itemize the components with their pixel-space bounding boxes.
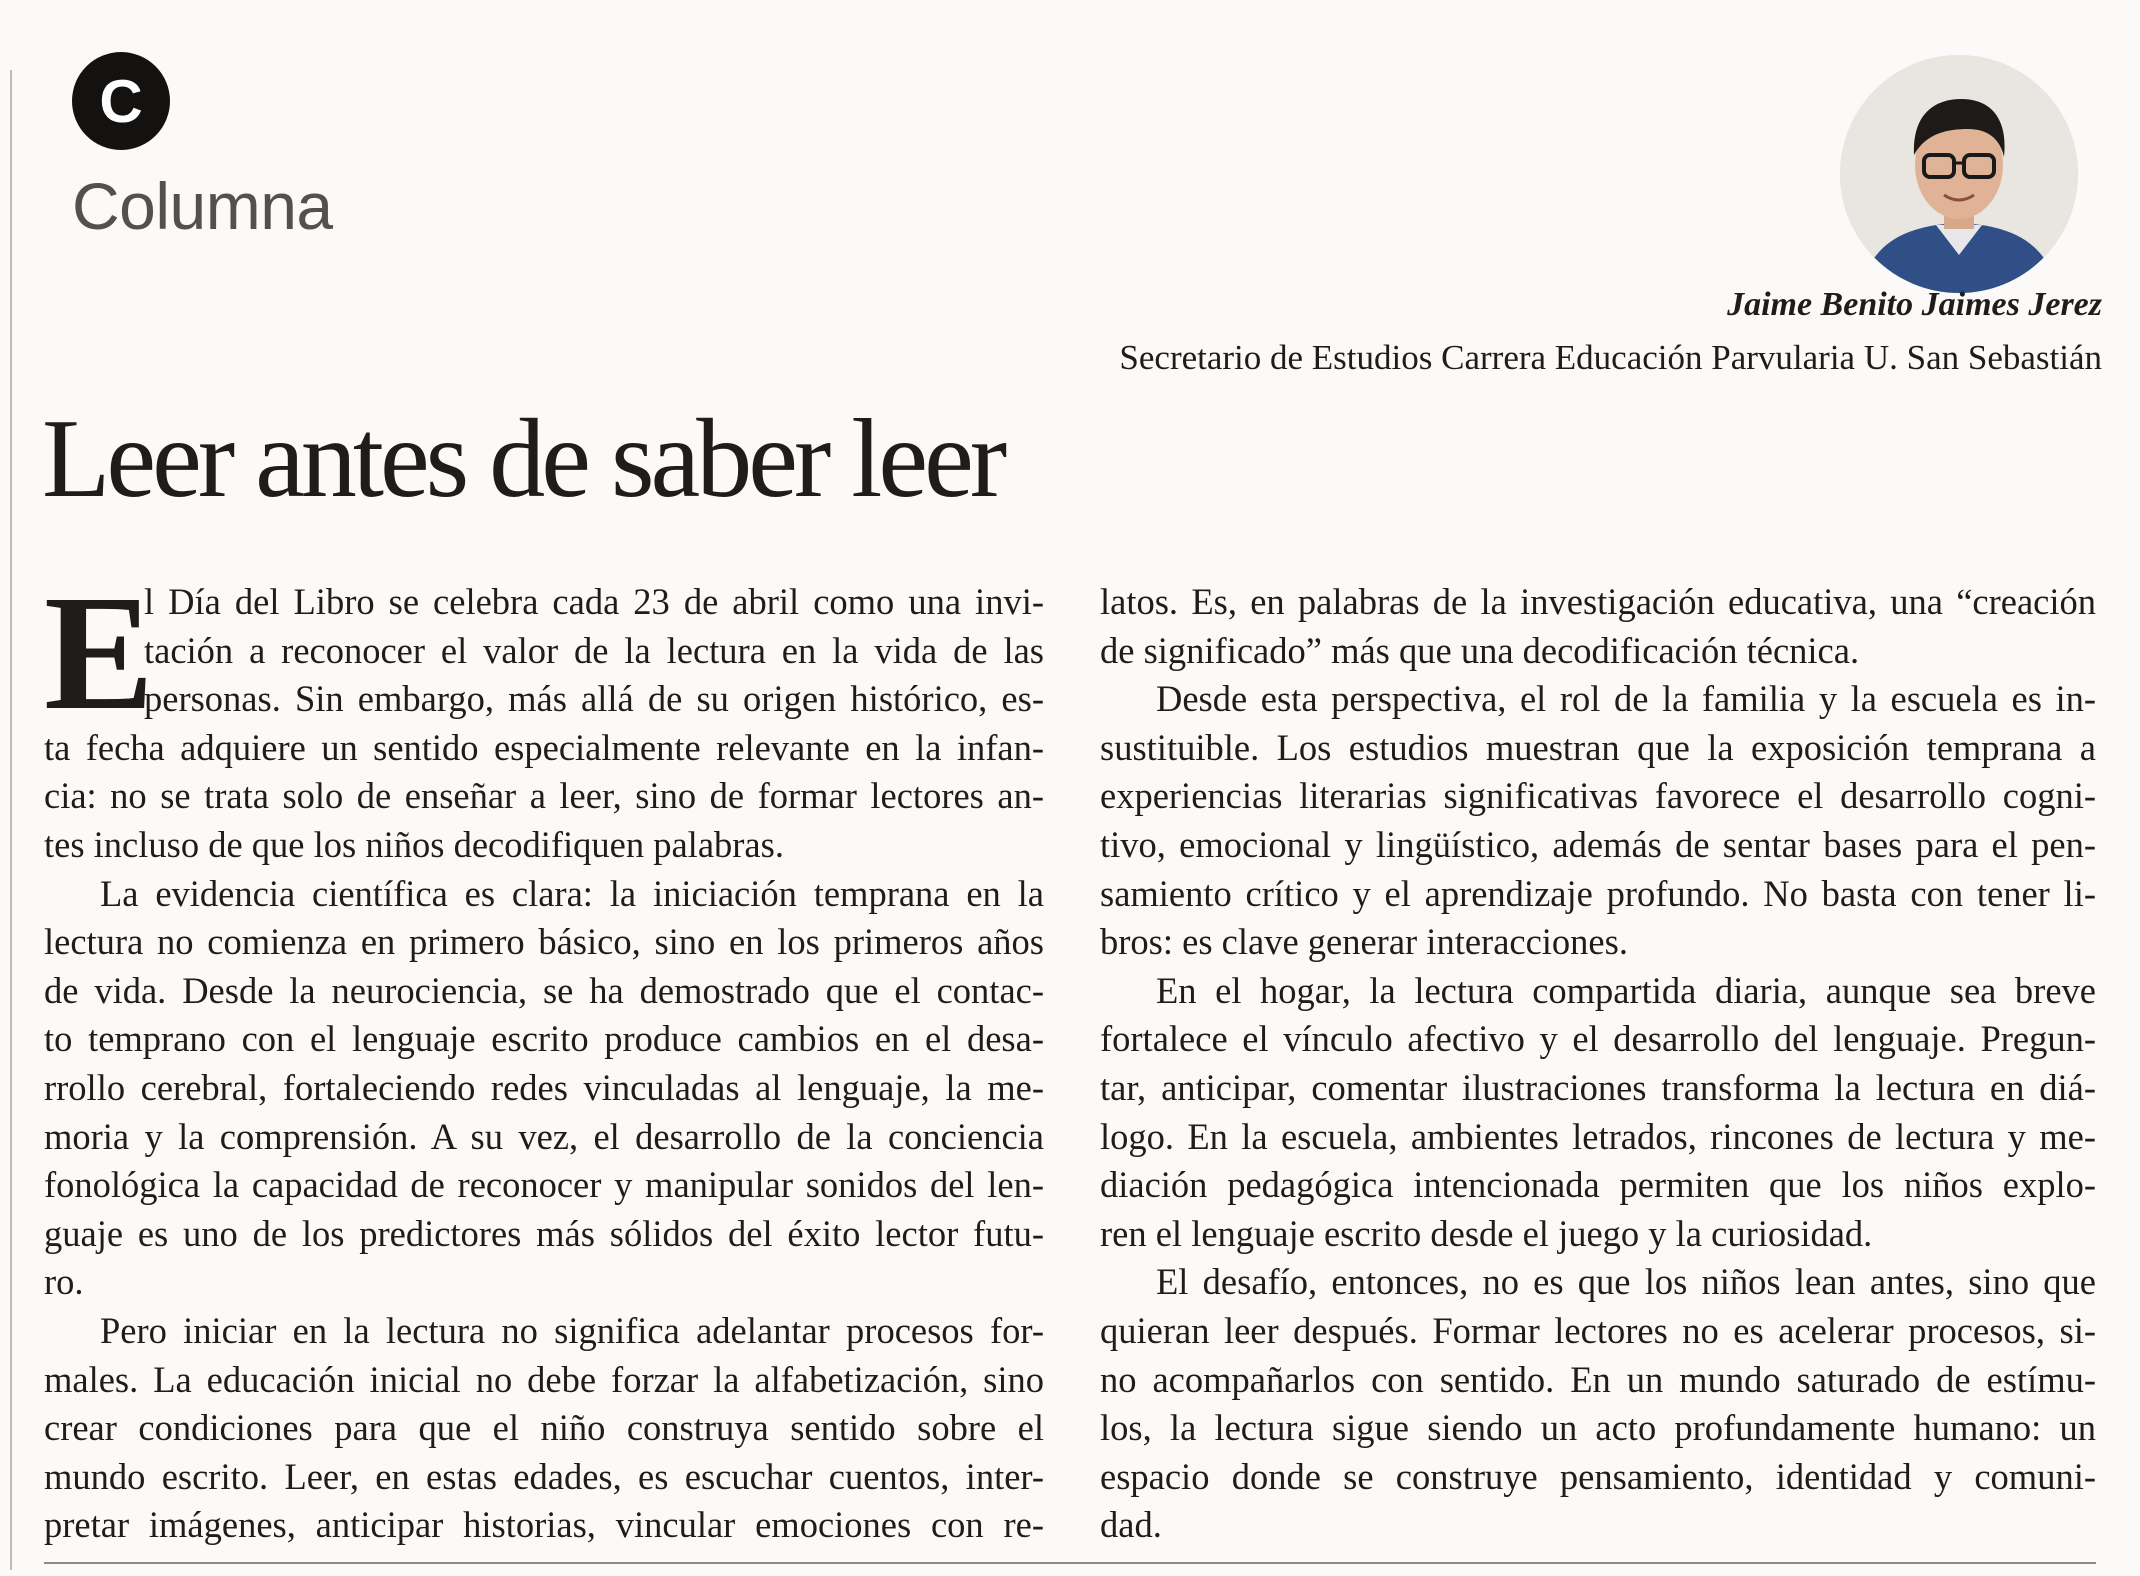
text-line: La evidencia científica es clara: la iniciación temprana en la <box>100 872 1044 914</box>
bottom-rule <box>44 1562 2096 1564</box>
text-line: fortalece el vínculo afectivo y el desarrollo del lenguaje. Pregun- <box>1100 1018 2096 1060</box>
section-label: Columna <box>72 169 333 243</box>
article-column-1 <box>44 561 1044 1550</box>
text-line: tar, anticipar, comentar ilustraciones transforma la lectura en diá- <box>1100 1066 2096 1108</box>
text-line: Pero iniciar en la lectura no significa adelantar procesos for- <box>100 1309 1044 1351</box>
text-line: de significado” más que una decodificación técnica. <box>1100 629 1860 671</box>
text-line: fonológica la capacidad de reconocer y manipular sonidos del len- <box>44 1164 1044 1206</box>
article-column-2 <box>1100 578 2096 1550</box>
text-line: En el hogar, la lectura compartida diaria, aunque sea breve <box>1156 969 2096 1011</box>
text-line: samiento crítico y el aprendizaje profundo. No basta con tener li- <box>1100 872 2096 914</box>
text-line: ro. <box>44 1261 84 1303</box>
drop-cap: E <box>44 561 155 744</box>
text-line: bros: es clave generar interacciones. <box>1100 921 1628 963</box>
text-line: tivo, emocional y lingüístico, además de sentar bases para el pen- <box>1100 823 2096 865</box>
text-line: to temprano con el lenguaje escrito produce cambios en el desa- <box>44 1018 1044 1060</box>
text-line: Desde esta perspectiva, el rol de la familia y la escuela es in- <box>1156 678 2096 720</box>
text-line: personas. Sin embargo, más allá de su origen histórico, es- <box>144 678 1044 720</box>
author-name: Jaime Benito Jaimes Jerez <box>1727 286 2102 323</box>
text-line: experiencias literarias significativas favorece el desarrollo cogni- <box>1100 775 2096 817</box>
text-line: tación a reconocer el valor de la lectura en la vida de las <box>144 629 1044 671</box>
author-photo <box>1840 55 2078 293</box>
left-margin-rule <box>10 70 12 1570</box>
text-line: espacio donde se construye pensamiento, identidad y comuni- <box>1100 1455 2096 1497</box>
author-role: Secretario de Estudios Carrera Educación Parvularia U. San Sebastián <box>1119 338 2102 377</box>
text-line: crear condiciones para que el niño construya sentido sobre el <box>44 1407 1044 1449</box>
text-line: tes incluso de que los niños decodifiquen palabras. <box>44 823 784 865</box>
text-line: guaje es uno de los predictores más sólidos del éxito lector futu- <box>44 1212 1044 1254</box>
text-line: cia: no se trata solo de enseñar a leer, sino de formar lectores an- <box>44 775 1044 817</box>
section-logo-icon <box>72 52 170 150</box>
text-line: ta fecha adquiere un sentido especialmente relevante en la infan- <box>44 726 1044 768</box>
text-line: lectura no comienza en primero básico, sino en los primeros años <box>44 921 1044 963</box>
text-line: logo. En la escuela, ambientes letrados, rincones de lectura y me- <box>1100 1115 2096 1157</box>
headline: Leer antes de saber leer <box>42 397 1004 521</box>
text-line: moria y la comprensión. A su vez, el desarrollo de la conciencia <box>44 1115 1044 1157</box>
text-line: de vida. Desde la neurociencia, se ha demostrado que el contac- <box>44 969 1044 1011</box>
text-line: rrollo cerebral, fortaleciendo redes vinculadas al lenguaje, la me- <box>44 1066 1044 1108</box>
text-line: dad. <box>1100 1504 1162 1546</box>
text-line: sustituible. Los estudios muestran que la exposición temprana a <box>1100 726 2096 768</box>
text-line: El desafío, entonces, no es que los niños lean antes, sino que <box>1156 1261 2096 1303</box>
text-line: ren el lenguaje escrito desde el juego y la curiosidad. <box>1100 1212 1873 1254</box>
text-line: quieran leer después. Formar lectores no es acelerar procesos, si- <box>1100 1309 2096 1351</box>
text-line: males. La educación inicial no debe forzar la alfabetización, sino <box>44 1358 1044 1400</box>
text-line: l Día del Libro se celebra cada 23 de abril como una invi- <box>144 581 1044 622</box>
logo-letter: C <box>99 67 143 135</box>
text-line: los, la lectura sigue siendo un acto profundamente humano: un <box>1100 1407 2096 1449</box>
text-line: diación pedagógica intencionada permiten que los niños explo- <box>1100 1164 2096 1206</box>
text-line: latos. Es, en palabras de la investigación educativa, una “creación <box>1100 581 2096 622</box>
text-line: no acompañarlos con sentido. En un mundo saturado de estímu- <box>1100 1358 2096 1400</box>
text-line: mundo escrito. Leer, en estas edades, es escuchar cuentos, inter- <box>44 1455 1044 1497</box>
dropcap-paragraph <box>44 561 1044 744</box>
text-line: pretar imágenes, anticipar historias, vincular emociones con re- <box>44 1504 1044 1546</box>
author-portrait-icon <box>1840 55 2078 293</box>
